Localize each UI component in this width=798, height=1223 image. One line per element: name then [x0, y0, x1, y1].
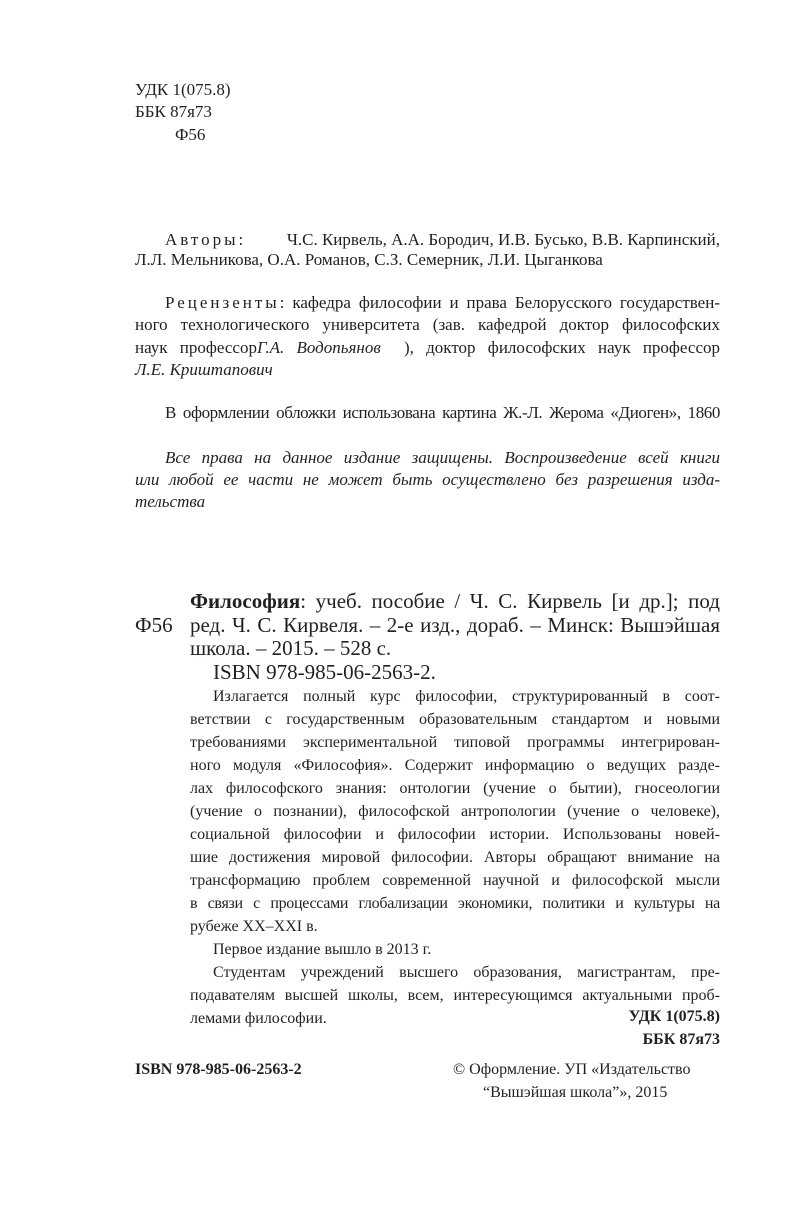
rights-line: Все права на данное издание защищены. Воспроизведение всей книги: [165, 448, 720, 467]
footer-udk: УДК 1(075.8): [628, 1008, 720, 1025]
abstract-line: шие достижения мировой философии. Авторы обращают внимание на: [190, 849, 720, 866]
abstract-line: ного модуля «Философия». Содержит информацию о ведущих разде-: [190, 757, 720, 774]
reviewers-label: Рецензенты: [165, 293, 280, 312]
reviewer-name: Г.А. Водопьянов: [256, 338, 381, 357]
abstract-line: (учение о познании), философской антропологии (учение о человеке),: [190, 803, 720, 820]
reviewers-text: наук профессор: [135, 338, 257, 357]
catalog-code: Ф56: [135, 613, 173, 637]
audience-line: лемами философии.: [190, 1010, 327, 1027]
authors-line: Л.Л. Мельникова, О.А. Романов, С.З. Семерник, Л.И. Цыганкова: [135, 250, 603, 269]
audience-line: подавателям высшей школы, всем, интересующимся актуальными проб-: [190, 987, 720, 1004]
copyright-line: © Оформление. УП «Издательство: [453, 1061, 691, 1078]
abstract-line: требованиями экспериментальной типовой программы интегрирован-: [190, 734, 720, 751]
udk-code: УДК 1(075.8): [135, 80, 231, 99]
abstract-line: рубеже XX–XXI в.: [190, 918, 318, 935]
reviewer-name: Л.Е. Криштапович: [135, 360, 273, 379]
catalog-line: : учеб. пособие / Ч. С. Кирвель [и др.]; под: [300, 589, 720, 613]
abstract-line: в связи с процессами глобализации экономики, политики и культуры на: [190, 895, 720, 912]
abstract-line: социальной философии и философии истории. Использованы новей-: [190, 826, 720, 843]
footer-bbk: ББК 87я73: [642, 1031, 720, 1048]
reviewers-line: : кафедра философии и права Белорусского государствен-: [279, 293, 720, 312]
abstract-line: трансформацию проблем современной научной и философской мысли: [190, 872, 720, 889]
rights-line: тельства: [135, 492, 206, 511]
catalog-isbn: ISBN 978-985-06-2563-2.: [213, 660, 436, 684]
first-edition-note: Первое издание вышло в 2013 г.: [213, 941, 432, 958]
catalog-line: ред. Ч. С. Кирвеля. – 2-е изд., дораб. – Минск: Вышэйшая: [190, 613, 720, 637]
abstract-line: ветствии с государственным образовательным стандартом и новыми: [190, 711, 720, 728]
reviewers-text: ), доктор философских наук профессор: [404, 338, 720, 357]
author-mark: Ф56: [175, 125, 206, 144]
book-title: Философия: [190, 589, 301, 613]
abstract-line: лах философского знания: онтологии (учение о бытии), гносеологии: [190, 780, 720, 797]
audience-line: Студентам учреждений высшего образования, магистрантам, пре-: [213, 964, 720, 981]
authors-label: Авторы:: [165, 230, 247, 249]
abstract-line: Излагается полный курс философии, структурированный в соот-: [213, 688, 720, 705]
copyright-line: “Вышэйшая школа”», 2015: [483, 1084, 668, 1101]
catalog-line: школа. – 2015. – 528 с.: [190, 636, 392, 660]
footer-isbn: ISBN 978-985-06-2563-2: [135, 1061, 302, 1078]
cover-note: В оформлении обложки использована картина Ж.-Л. Жерома «Диоген», 1860: [165, 403, 720, 422]
bbk-code: ББК 87я73: [135, 102, 212, 121]
authors-line: Ч.С. Кирвель, А.А. Бородич, И.В. Бусько, В.В. Карпинский,: [286, 230, 720, 249]
rights-line: или любой ее части не может быть осуществлено без разрешения изда-: [135, 470, 720, 489]
reviewers-line: ного технологического университета (зав. кафедрой доктор философских: [135, 315, 720, 334]
